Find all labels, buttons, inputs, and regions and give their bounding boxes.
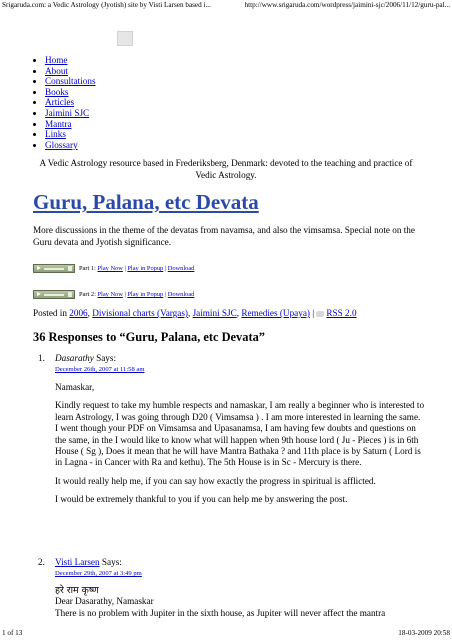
comment-date — [55, 366, 144, 373]
nav-link-books[interactable]: Books — [45, 86, 69, 97]
play-in-popup-link[interactable]: Play in Popup — [127, 265, 164, 272]
print-footer — [2, 629, 450, 637]
separator: | — [124, 265, 126, 272]
placeholder-image — [117, 31, 133, 46]
play-in-popup-link[interactable]: Play in Popup — [127, 291, 164, 298]
nav-link-articles[interactable]: Articles — [45, 97, 75, 108]
separator: | — [124, 291, 126, 298]
page-count: 1 of 13 — [2, 629, 23, 637]
nav-item-mantra — [45, 119, 96, 130]
comment-author-link[interactable]: Visti Larsen — [55, 557, 100, 567]
nav-item-articles — [45, 97, 96, 108]
print-header — [2, 1, 450, 13]
comment-body — [55, 382, 427, 513]
print-header-url: http://www.srigaruda.com/wordpress/jaimini-sjc/2006/11/12/guru-pal... — [244, 1, 450, 9]
category-link-2006[interactable]: 2006 — [69, 308, 88, 318]
nav-item-about — [45, 66, 96, 77]
nav-item-glossary — [45, 140, 96, 151]
comment-permalink[interactable]: December 29th, 2007 at 3:49 pm — [55, 570, 142, 577]
comma: , — [87, 308, 90, 318]
comment-paragraph: I would be extremely thankful to you if you can help me by answering the post. — [55, 494, 348, 505]
comment-paragraph: It would really help me, if you can say how exactly the progress in spiritual is afflicted. — [55, 475, 376, 486]
separator: | — [312, 308, 315, 318]
category-link-jaimini-sjc[interactable]: Jaimini SJC — [192, 308, 237, 318]
comma: , — [236, 308, 240, 318]
nav-item-consultations — [45, 76, 96, 87]
download-link[interactable]: Download — [167, 291, 195, 298]
separator: | — [164, 291, 167, 298]
nav-link-mantra[interactable]: Mantra — [45, 118, 72, 129]
comment-date — [55, 570, 142, 577]
responses-heading: 36 Responses to “Guru, Palana, etc Devata” — [33, 330, 265, 344]
comment-number: 2. — [38, 557, 45, 567]
nav-link-jaimini-sjc[interactable]: Jaimini SJC — [45, 107, 90, 118]
audio-play-button[interactable] — [33, 290, 75, 299]
post-meta — [33, 308, 357, 318]
volume-icon — [68, 292, 72, 297]
rss-link[interactable]: RSS 2.0 — [326, 308, 357, 318]
comment-paragraph: Kindly request to take my humble respects and namaskar, I am really a beginner who is interested to learn Astrology, I was going through D20 ( Vimsamsa ) . I am more interested in learning the same. I went though your PDF on Vimsamsa and Upasanamsa, I am having few doubts and questions on the same, in the I would like to know what will happen when 9th house lord ( Ju - Pieces ) is in 6th House ( Sg ), Does it mean that he will have Mantra Bathaka ? and 11th place is by Saturn ( Lord is in Lagna - in Cancer with Ra and kethu). The 5th House is in Sc - Mercury is there. — [55, 400, 425, 468]
nav-link-about[interactable]: About — [45, 65, 68, 76]
audio-player-part-2 — [33, 290, 194, 299]
play-icon — [37, 266, 41, 270]
progress-track — [44, 268, 64, 270]
comment-author — [55, 557, 122, 567]
post-title[interactable]: Guru, Palana, etc Devata — [33, 190, 259, 214]
progress-track — [44, 294, 64, 296]
comma: , — [187, 308, 191, 318]
comment-paragraph: Namaskar, — [55, 382, 95, 392]
nav-link-consultations[interactable]: Consultations — [45, 76, 96, 87]
audio-part-label: Part 1: — [79, 265, 96, 272]
nav-link-glossary[interactable]: Glossary — [45, 139, 78, 150]
site-nav — [32, 55, 96, 150]
download-link[interactable]: Download — [167, 265, 195, 272]
play-now-link[interactable]: Play Now — [97, 265, 123, 272]
audio-part-label: Part 2: — [79, 291, 96, 298]
comment-body — [55, 585, 427, 619]
volume-icon — [68, 266, 72, 271]
comment-author-name: Dasarathy — [55, 353, 94, 363]
category-link-divisional-charts[interactable]: Divisional charts (Vargas) — [92, 308, 188, 318]
print-timestamp: 18-03-2009 20:58 — [398, 629, 450, 637]
nav-item-books — [45, 87, 96, 98]
site-tagline: A Vedic Astrology resource based in Frederiksberg, Denmark: devoted to the teaching and practice of Vedic Astrology. — [39, 158, 413, 180]
nav-item-home — [45, 55, 96, 66]
comment-number: 1. — [38, 353, 45, 363]
posted-in-label: Posted in — [33, 308, 67, 318]
comment-permalink[interactable]: December 26th, 2007 at 11:58 am — [55, 366, 145, 373]
nav-item-jaimini-sjc — [45, 108, 96, 119]
comment-says: Says: — [101, 557, 122, 567]
audio-play-button[interactable] — [33, 264, 75, 273]
category-link-remedies[interactable]: Remedies (Upaya) — [241, 308, 310, 318]
audio-player-part-1 — [33, 264, 194, 273]
nav-link-links[interactable]: Links — [45, 129, 66, 140]
comment-author — [55, 353, 116, 363]
comment-greeting: हरे राम कृष्ण — [55, 585, 99, 596]
play-now-link[interactable]: Play Now — [97, 291, 123, 298]
rss-icon — [316, 311, 324, 317]
post-intro: More discussions in the theme of the devatas from navamsa, and also the vimsamsa. Special note on the Guru devata and Jyotish significance. — [33, 225, 415, 247]
play-icon — [37, 292, 41, 296]
nav-link-home[interactable]: Home — [45, 55, 68, 65]
print-header-title: Srigaruda.com: a Vedic Astrology (Jyotish) site by Visti Larsen based i... — [2, 1, 211, 9]
nav-item-links — [45, 129, 96, 140]
comment-says: Says: — [96, 353, 117, 363]
separator: | — [164, 265, 167, 272]
comment-line: There is no problem with Jupiter in the sixth house, as Jupiter will never affect the mantra — [55, 607, 386, 618]
comment-line: Dear Dasarathy, Namaskar — [55, 596, 154, 607]
